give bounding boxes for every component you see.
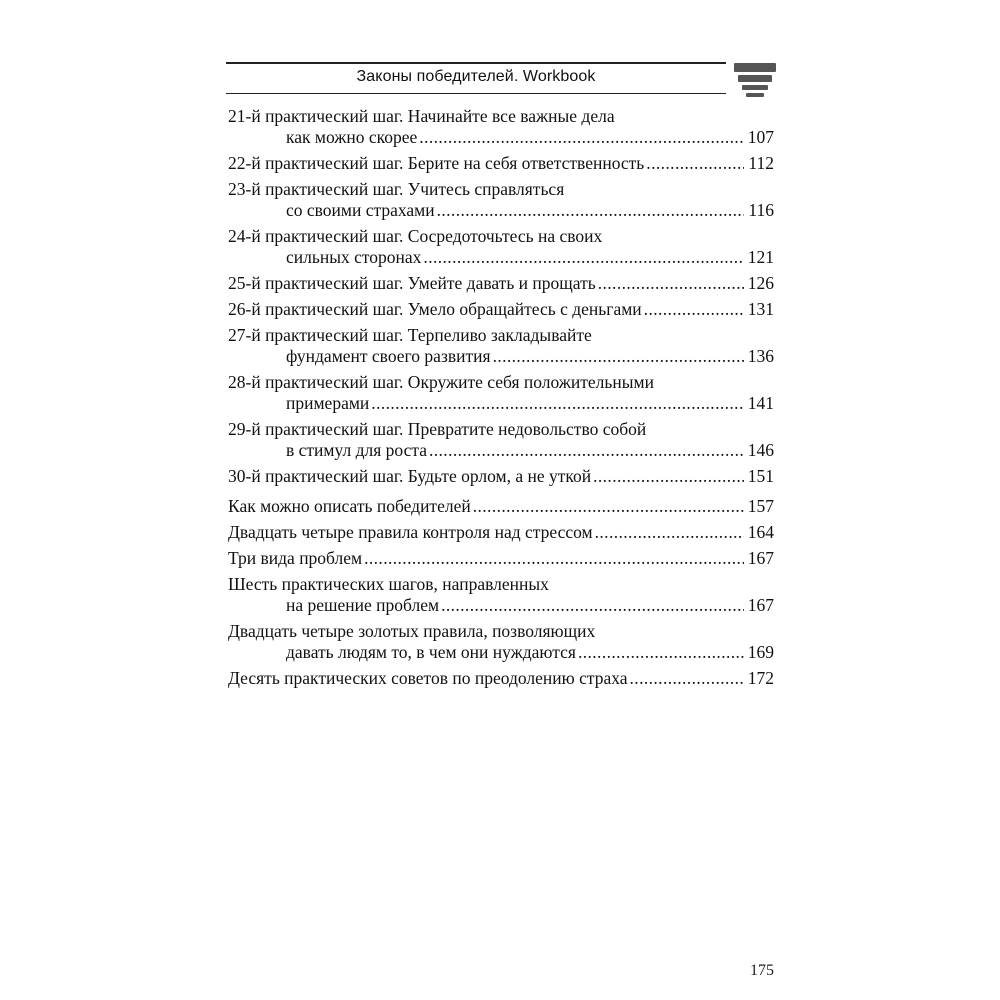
toc-entry-text: со своими страхами [286, 200, 435, 220]
running-header-title: Законы победителей. Workbook [356, 68, 596, 85]
toc-entry-line [228, 668, 774, 689]
toc-entry [228, 621, 774, 663]
toc-leader-dots [646, 153, 744, 174]
toc-entry-line [228, 522, 774, 543]
toc-entry-line [228, 106, 774, 127]
toc-page-number: 146 [747, 440, 774, 460]
toc-entry [228, 466, 774, 487]
toc-entry-text: 28-й практический шаг. Окружите себя положительными [228, 372, 654, 392]
toc-entry-line [228, 440, 774, 461]
toc-entry [228, 273, 774, 294]
toc-entry [228, 299, 774, 320]
toc-entry-line [228, 574, 774, 595]
stacked-bars-logo-icon [734, 63, 776, 99]
toc-entry-line [228, 466, 774, 487]
toc-entry-line [228, 127, 774, 148]
toc-page-number: 169 [747, 642, 774, 662]
toc-leader-dots [364, 548, 744, 569]
toc-leader-dots [593, 466, 744, 487]
toc-entry-text: 29-й практический шаг. Превратите недовольство собой [228, 419, 647, 439]
toc-entry-text: Десять практических советов по преодолению страха [228, 668, 628, 688]
toc-leader-dots [493, 346, 744, 367]
toc-page-number: 157 [747, 496, 774, 516]
toc-entry [228, 522, 774, 543]
toc-entry-line [228, 346, 774, 367]
toc-leader-dots [473, 496, 744, 517]
toc-entry-line [228, 299, 774, 320]
toc-entry-text: сильных сторонах [286, 247, 422, 267]
toc-entry-line [228, 200, 774, 221]
toc-entry-line [228, 621, 774, 642]
toc-page-number: 121 [747, 247, 774, 267]
toc-entry-line [228, 273, 774, 294]
toc-leader-dots [419, 127, 743, 148]
toc-leader-dots [371, 393, 743, 414]
toc-entry-text: 23-й практический шаг. Учитесь справляться [228, 179, 565, 199]
toc-entry-text: Как можно описать победителей [228, 496, 471, 516]
toc-entry-line [228, 393, 774, 414]
toc-entry-text: на решение проблем [286, 595, 440, 615]
toc-entry-line [228, 548, 774, 569]
toc-entry [228, 153, 774, 174]
toc-page-number: 136 [747, 346, 774, 366]
toc-entry [228, 106, 774, 148]
toc-page-number: 172 [747, 668, 774, 688]
toc-page-number: 112 [748, 153, 774, 173]
page-number: 175 [750, 962, 774, 979]
toc-leader-dots [437, 200, 744, 221]
toc-entry [228, 372, 774, 414]
toc-entry [228, 496, 774, 517]
toc-entry-text: 26-й практический шаг. Умело обращайтесь с деньгами [228, 299, 642, 319]
toc-leader-dots [630, 668, 744, 689]
toc-leader-dots [644, 299, 744, 320]
table-of-contents [228, 106, 774, 694]
toc-entry-text: примерами [286, 393, 370, 413]
toc-entry-line [228, 153, 774, 174]
header-rule-bottom [226, 93, 726, 94]
toc-leader-dots [598, 273, 744, 294]
toc-entry-text: как можно скорее [286, 127, 418, 147]
toc-entry-text: в стимул для роста [286, 440, 427, 460]
toc-entry-line [228, 496, 774, 517]
toc-entry-text: 27-й практический шаг. Терпеливо закладывайте [228, 325, 592, 345]
toc-page-number: 126 [747, 273, 774, 293]
toc-leader-dots [429, 440, 744, 461]
toc-entry [228, 419, 774, 461]
running-header [226, 62, 726, 96]
toc-page-number: 131 [747, 299, 774, 319]
toc-entry-line [228, 595, 774, 616]
toc-entry-text: 25-й практический шаг. Умейте давать и прощать [228, 273, 596, 293]
toc-entry-text: 22-й практический шаг. Берите на себя ответственность [228, 153, 645, 173]
toc-entry-text: фундамент своего развития [286, 346, 491, 366]
toc-leader-dots [441, 595, 744, 616]
toc-entry [228, 574, 774, 616]
toc-entry-line [228, 419, 774, 440]
toc-leader-dots [595, 522, 744, 543]
toc-entry-line [228, 226, 774, 247]
toc-page-number: 167 [747, 548, 774, 568]
toc-leader-dots [578, 642, 744, 663]
toc-page-number: 164 [747, 522, 774, 542]
toc-entry-text: Двадцать четыре золотых правила, позволяющих [228, 621, 596, 641]
toc-page-number: 116 [748, 200, 774, 220]
toc-entry-text: 21-й практический шаг. Начинайте все важные дела [228, 106, 615, 126]
toc-entry [228, 548, 774, 569]
toc-entry-text: Шесть практических шагов, направленных [228, 574, 549, 594]
toc-entry-text: 30-й практический шаг. Будьте орлом, а не уткой [228, 466, 592, 486]
header-rule-top [226, 62, 726, 64]
toc-entry-line [228, 642, 774, 663]
toc-page-number: 141 [747, 393, 774, 413]
toc-entry [228, 325, 774, 367]
toc-entry [228, 226, 774, 268]
toc-entry [228, 668, 774, 689]
toc-entry-text: Двадцать четыре правила контроля над стрессом [228, 522, 593, 542]
toc-entry-line [228, 372, 774, 393]
toc-entry-line [228, 179, 774, 200]
toc-entry-text: 24-й практический шаг. Сосредоточьтесь на своих [228, 226, 603, 246]
toc-page-number: 107 [747, 127, 774, 147]
toc-page-number: 151 [747, 466, 774, 486]
toc-entry-line [228, 247, 774, 268]
toc-entry-text: давать людям то, в чем они нуждаются [286, 642, 576, 662]
toc-leader-dots [423, 247, 743, 268]
toc-entry-text: Три вида проблем [228, 548, 363, 568]
toc-entry [228, 179, 774, 221]
toc-page-number: 167 [747, 595, 774, 615]
toc-entry-line [228, 325, 774, 346]
